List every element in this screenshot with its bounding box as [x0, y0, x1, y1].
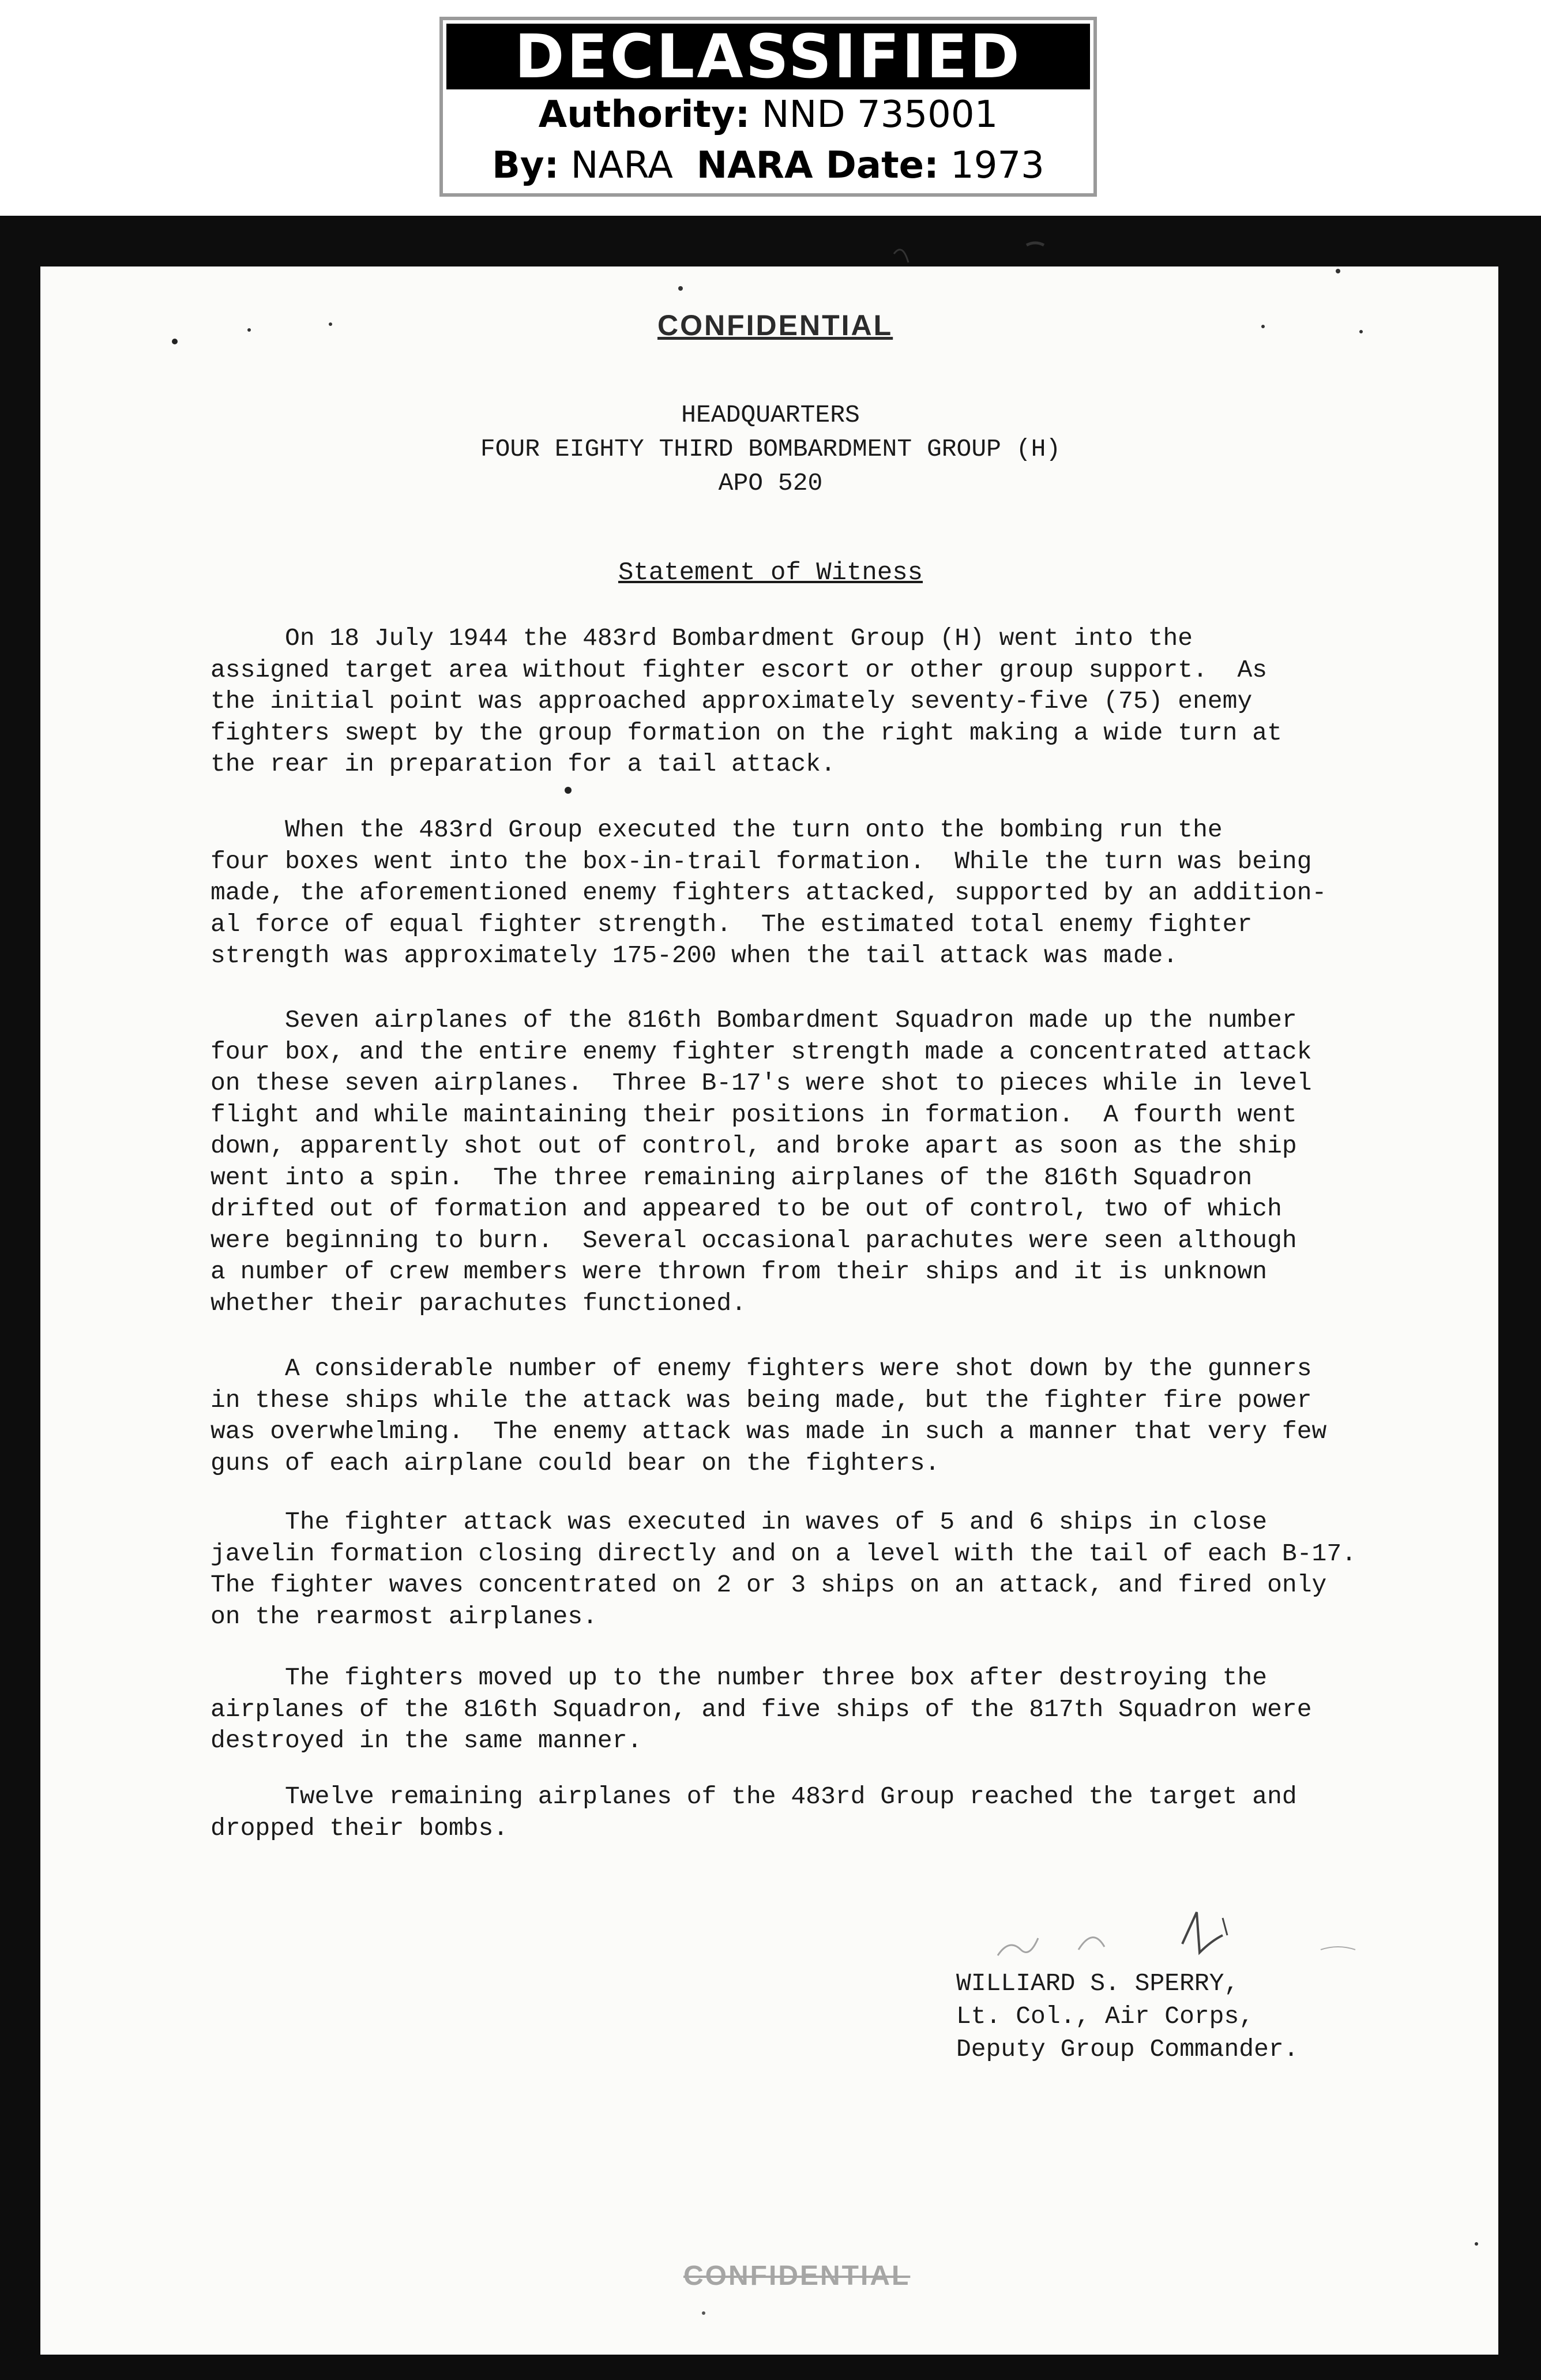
paragraph-2: When the 483rd Group executed the turn onto the bombing run the four boxes went into the box-in-trail formation. While the turn was being made, the aforementioned enemy fighters attacked, supported by an addition- al force of equal fighter strength. The estimated total enemy fighter strength was approximately 175-200 when the tail attack was made.	[211, 816, 1327, 970]
paragraph-1: On 18 July 1944 the 483rd Bombardment Group (H) went into the assigned target area without fighter escort or other group support. As the initial point was approached approximately seventy-five (75) enemy fighters swept by the group formation on the right making a wide turn at the rear in preparation for a tail attack.	[211, 624, 1282, 778]
classification-marking-top: CONFIDENTIAL	[657, 309, 893, 341]
document-title-wrap	[0, 558, 1541, 587]
heading-line-3: APO 520	[718, 469, 823, 497]
classification-marking-bottom: CONFIDENTIAL	[683, 2261, 911, 2291]
signatory-rank: Lt. Col., Air Corps,	[956, 2002, 1254, 2030]
paragraph-5: The fighter attack was executed in waves of 5 and 6 ships in close javelin formation closing directly and on a level with the tail of each B-17. The fighter waves concentrated on 2 or 3 ships on an attack, and fired only on the rearmost airplanes.	[211, 1508, 1356, 1631]
by-value: NARA	[570, 144, 673, 187]
document-title: Statement of Witness	[618, 558, 923, 587]
signatory-position: Deputy Group Commander.	[956, 2035, 1299, 2063]
nara-date-value: 1973	[950, 144, 1044, 187]
authority-value: NND 735001	[761, 93, 998, 136]
paragraph-6: The fighters moved up to the number three box after destroying the airplanes of the 816th Squadron, and five ships of the 817th Squadron were destroyed in the same manner.	[211, 1664, 1312, 1755]
by-label: By:	[492, 144, 559, 187]
paragraph-3: Seven airplanes of the 816th Bombardment Squadron made up the number four box, and the entire enemy fighter strength made a concentrated attack on these seven airplanes. Three B-17's were shot to pieces while in level flight and while maintaining their positions in formation. A fourth went down, apparently shot out of control, and broke apart as soon as the ship went into a spin. The three remaining airplanes of the 816th Squadron drifted out of formation and appeared to be out of control, two of which were beginning to burn. Several occasional parachutes were seen although a number of crew members were thrown from their ships and it is unknown whether their parachutes functioned.	[211, 1006, 1312, 1317]
stamp-title: DECLASSIFIED	[446, 24, 1090, 89]
signatory-name: WILLIARD S. SPERRY,	[956, 1969, 1239, 1998]
signature-block	[956, 1967, 1299, 2066]
heading-line-1: HEADQUARTERS	[681, 401, 860, 429]
paragraph-4: A considerable number of enemy fighters were shot down by the gunners in these ships while the attack was being made, but the fighter fire power was overwhelming. The enemy attack was made in such a manner that very few guns of each airplane could bear on the fighters.	[211, 1354, 1327, 1477]
paragraph-7: Twelve remaining airplanes of the 483rd Group reached the target and dropped their bombs.	[211, 1782, 1297, 1842]
heading-line-2: FOUR EIGHTY THIRD BOMBARDMENT GROUP (H)	[480, 435, 1061, 463]
nara-date-label: NARA Date:	[696, 144, 939, 187]
handwritten-signature	[975, 1904, 1390, 1973]
headquarters-heading	[0, 398, 1541, 500]
authority-label: Authority:	[538, 93, 750, 136]
